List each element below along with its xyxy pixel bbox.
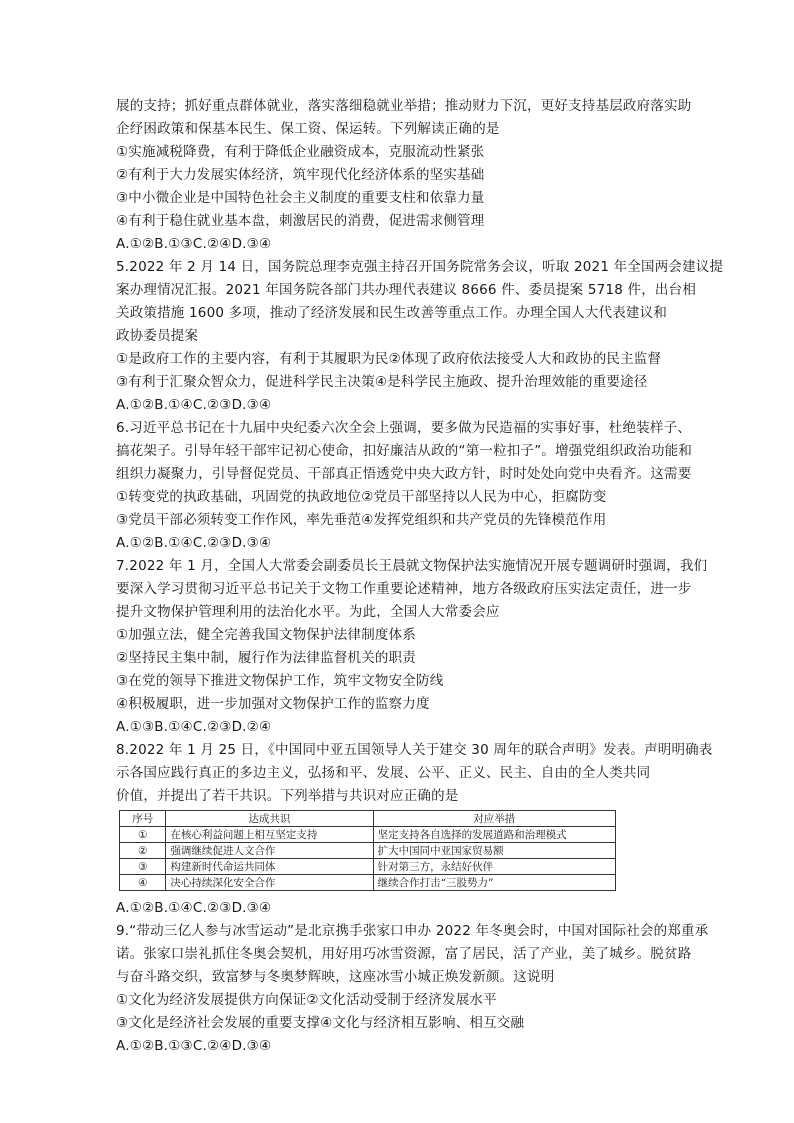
text-line: 示各国应践行真正的多边主义，弘扬和平、发展、公平、正义、民主、自由的全人类共同: [116, 765, 651, 781]
answer-choices: A.①②B.①④C.②③D.③④: [116, 397, 272, 413]
table-cell: 扩大中国同中亚国家贸易额: [373, 843, 615, 859]
table-cell: 针对第三方，永结好伙伴: [373, 859, 615, 875]
question-9-stem: 9.“带动三亿人参与冰雪运动”是北京携手张家口申办 2022 年冬奥会时，中国对国际社会的郑重承: [116, 923, 709, 939]
table-row: [120, 875, 616, 891]
option-line: ④积极履职，进一步加强对文物保护工作的监察力度: [116, 696, 430, 712]
question-7-stem: 7.2022 年 1 月，全国人大常委会副委员长王晨就文物保护法实施情况开展专题调研时强调，我们: [116, 558, 708, 574]
option-line: ①文化为经济发展提供方向保证②文化活动受制于经济发展水平: [116, 992, 497, 1008]
answer-choices: A.①②B.①④C.②③D.③④: [116, 900, 272, 916]
option-line: ③有利于汇聚众智众力，促进科学民主决策④是科学民主施政、提升治理效能的重要途径: [116, 374, 648, 390]
question-6-stem: 6.习近平总书记在十九届中央纪委六次全会上强调，要多做为民造福的实事好事，杜绝装样子、: [116, 420, 691, 436]
table-cell: ③: [120, 859, 166, 875]
text-line: 案办理情况汇报。2021 年国务院各部门共办理代表建议 8666 件、委员提案 5718 件，出台相: [116, 282, 697, 298]
table-header: 对应举措: [373, 811, 615, 827]
table-row: [120, 843, 616, 859]
option-line: ③文化是经济社会发展的重要支撑④文化与经济相互影响、相互交融: [116, 1015, 525, 1031]
text-line: 关政策措施 1600 多项，推动了经济发展和民生改善等重点工作。办理全国人大代表建议和: [116, 305, 668, 321]
table-header-row: [120, 811, 616, 827]
question-5-stem: 5.2022 年 2 月 14 日，国务院总理李克强主持召开国务院常务会议，听取 2021 年全国两会建议提: [116, 259, 724, 275]
table-row: [120, 827, 616, 843]
text-line: 诺。张家口崇礼抓住冬奥会契机，用好用巧冰雪资源，富了居民，活了产业，美了城乡。脱贫路: [116, 946, 692, 962]
table-cell: ①: [120, 827, 166, 843]
answer-choices: A.①②B.①③C.②④D.③④: [116, 236, 272, 252]
table-cell: 决心持续深化安全合作: [166, 875, 373, 891]
text-line: 价值，并提出了若干共识。下列举措与共识对应正确的是: [116, 788, 459, 804]
table-cell: 继续合作打击“三股势力”: [373, 875, 615, 891]
table-cell: 强调继续促进人文合作: [166, 843, 373, 859]
option-line: ①实施减税降费，有利于降低企业融资成本，克服流动性紧张: [116, 144, 485, 160]
table-row: [120, 859, 616, 875]
option-line: ①加强立法，健全完善我国文物保护法律制度体系: [116, 627, 417, 643]
option-line: ③在党的领导下推进文物保护工作，筑牢文物安全防线: [116, 673, 444, 689]
text-line: 政协委员提案: [116, 328, 199, 344]
text-line: 与奋斗路交织，致富梦与冬奥梦辉映，这座冰雪小城正焕发新颜。这说明: [116, 969, 555, 985]
option-line: ②坚持民主集中制，履行作为法律监督机关的职责: [116, 650, 417, 666]
option-line: ②有利于大力发展实体经济，筑牢现代化经济体系的坚实基础: [116, 167, 485, 183]
option-line: ①是政府工作的主要内容，有利于其履职为民②体现了政府依法接受人大和政协的民主监督: [116, 351, 662, 367]
table-header: 达成共识: [166, 811, 373, 827]
option-line: ④有利于稳住就业基本盘，刺激居民的消费，促进需求侧管理: [116, 213, 485, 229]
text-line: 要深入学习贯彻习近平总书记关于文物工作重要论述精神，地方各级政府压实法定责任，进一步: [116, 581, 692, 597]
option-line: ③党员干部必须转变工作作风，率先垂范④发挥党组织和共产党员的先锋模范作用: [116, 512, 607, 528]
table-header: 序号: [120, 811, 166, 827]
text-line: 展的支持；抓好重点群体就业，落实落细稳就业举措；推动财力下沉，更好支持基层政府落实助: [116, 98, 692, 114]
text-line: 企纾困政策和保基本民生、保工资、保运转。下列解读正确的是: [116, 121, 500, 137]
question-8-stem: 8.2022 年 1 月 25 日，《中国同中亚五国领导人关于建交 30 周年的联合声明》发表。声明明确表: [116, 742, 713, 758]
text-line: 搞花架子。引导年轻干部牢记初心使命，扣好廉洁从政的“第一粒扣子”。增强党组织政治功能和: [116, 443, 693, 459]
text-line: 提升文物保护管理利用的法治化水平。为此，全国人大常委会应: [116, 604, 500, 620]
consensus-table: [119, 810, 616, 891]
table-cell: 在核心利益问题上相互坚定支持: [166, 827, 373, 843]
table-cell: 坚定支持各自选择的发展道路和治理模式: [373, 827, 615, 843]
text-line: 组织力凝聚力，引导督促党员、干部真正悟透党中央大政方针，时时处处向党中央看齐。这需要: [116, 466, 692, 482]
table-cell: ②: [120, 843, 166, 859]
table-cell: 构建新时代命运共同体: [166, 859, 373, 875]
answer-choices: A.①③B.①④C.②③D.②④: [116, 719, 272, 735]
table-cell: ④: [120, 875, 166, 891]
option-line: ③中小微企业是中国特色社会主义制度的重要支柱和依靠力量: [116, 190, 485, 206]
answer-choices: A.①②B.①④C.②③D.③④: [116, 535, 272, 551]
answer-choices: A.①②B.①③C.②④D.③④: [116, 1038, 272, 1054]
option-line: ①转变党的执政基础，巩固党的执政地位②党员干部坚持以人民为中心，拒腐防变: [116, 489, 607, 505]
